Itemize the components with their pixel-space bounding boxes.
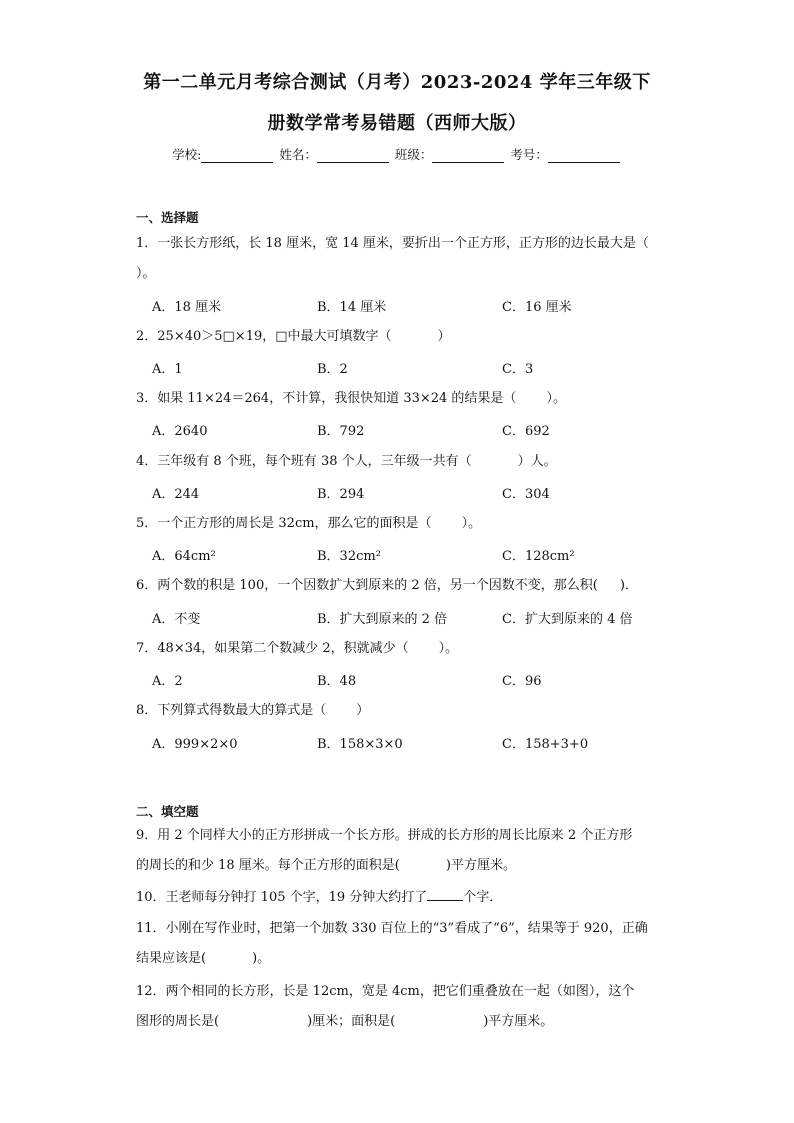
question-12-text: 图形的周长是( [136, 1014, 220, 1029]
option-c[interactable]: C．158+3+0 [502, 737, 589, 752]
question-8 [136, 696, 666, 726]
question-12-line-2 [136, 1007, 666, 1037]
option-b[interactable]: B．294 [317, 487, 365, 502]
question-3-text-end: ）。 [546, 391, 566, 406]
question-7 [136, 634, 666, 664]
question-9-text-end: )平方厘米。 [445, 858, 516, 873]
question-4 [136, 447, 666, 477]
question-2-text: 2．25×40＞5□×19，□中最大可填数字（ [136, 329, 392, 344]
option-c[interactable]: C．3 [502, 362, 534, 377]
question-8-text-end: ） [356, 703, 370, 718]
school-blank[interactable] [201, 148, 273, 163]
section-fill-heading: 二、填空题 [136, 804, 199, 819]
option-b[interactable]: B．792 [317, 424, 365, 439]
question-4-text-end: ）人。 [517, 454, 557, 469]
option-c[interactable]: C．16 厘米 [502, 300, 572, 315]
question-5-text-end: ）。 [461, 516, 482, 531]
question-4-text: 4．三年级有 8 个班，每个班有 38 个人，三年级一共有（ [136, 454, 472, 469]
question-5-text: 5．一个正方形的周长是 32cm，那么它的面积是（ [136, 516, 432, 531]
question-11-text: 结果应该是( [136, 951, 207, 966]
question-7-options [152, 670, 672, 690]
question-2-options [152, 358, 672, 378]
question-11-line-1: 11．小刚在写作业时，把第一个加数 330 百位上的“3”看成了“6”，结果等于 920，正确 [136, 921, 648, 936]
section-choice-heading: 一、选择题 [136, 210, 199, 225]
class-blank[interactable] [432, 148, 504, 163]
question-1-options [152, 296, 672, 316]
question-5-options [152, 545, 672, 565]
question-1 [136, 229, 666, 289]
option-b[interactable]: B．32cm² [317, 549, 381, 564]
option-b[interactable]: B．158×3×0 [317, 737, 403, 752]
question-7-text-end: ）。 [438, 641, 459, 656]
question-12-text-mid: )厘米；面积是( [307, 1014, 396, 1029]
question-6-options [152, 608, 672, 628]
option-c[interactable]: C．304 [502, 487, 550, 502]
question-11 [136, 914, 666, 974]
question-10 [136, 883, 666, 913]
page-title-line-2: 册数学常考易错题（西师大版） [267, 113, 527, 134]
question-2 [136, 322, 666, 352]
option-c[interactable]: C．扩大到原来的 4 倍 [502, 612, 633, 627]
option-b[interactable]: B．48 [317, 674, 357, 689]
question-8-text: 8．下列算式得数最大的算式是（ [136, 703, 327, 718]
option-a[interactable]: A．1 [152, 362, 183, 377]
exam-number-blank[interactable] [548, 148, 620, 163]
name-label: 姓名： [279, 147, 317, 162]
option-a[interactable]: A．2 [152, 674, 183, 689]
answer-blank[interactable] [427, 888, 463, 901]
question-12-text-end: )平方厘米。 [483, 1014, 554, 1029]
question-10-text: 10．王老师每分钟打 105 个字，19 分钟大约打了 [136, 890, 428, 905]
exam-number-label: 考号： [510, 147, 548, 162]
option-a[interactable]: A．18 厘米 [152, 300, 222, 315]
option-b[interactable]: B．2 [317, 362, 348, 377]
page-title-line-1: 第一二单元月考综合测试（月考）2023-2024 学年三年级下 [143, 72, 651, 93]
question-9-text: 的周长的和少 18 厘米。每个正方形的面积是( [136, 858, 400, 873]
option-c[interactable]: C．128cm² [502, 549, 575, 564]
option-b[interactable]: B．扩大到原来的 2 倍 [317, 612, 448, 627]
option-a[interactable]: A．244 [152, 487, 200, 502]
question-7-text: 7．48×34，如果第二个数减少 2，积就减少（ [136, 641, 409, 656]
question-1-line-1: 1．一张长方形纸，长 18 厘米，宽 14 厘米，要折出一个正方形，正方形的边长最大是（ [136, 236, 649, 251]
option-a[interactable]: A．不变 [152, 612, 201, 627]
question-5 [136, 509, 666, 539]
student-info-row [0, 145, 794, 163]
question-6-text: 6．两个数的积是 100，一个因数扩大到原来的 2 倍，另一个因数不变，那么积( [136, 578, 598, 593]
option-a[interactable]: A．64cm² [152, 549, 216, 564]
question-8-options [152, 733, 672, 753]
option-c[interactable]: C．692 [502, 424, 550, 439]
option-c[interactable]: C．96 [502, 674, 542, 689]
option-a[interactable]: A．2640 [152, 424, 208, 439]
question-12-line-1: 12．两个相同的长方形，长是 12cm，宽是 4cm，把它们重叠放在一起（如图），这个 [136, 984, 635, 999]
class-label: 班级： [394, 147, 433, 162]
question-3-options [152, 420, 672, 440]
question-11-line-2 [136, 944, 666, 974]
question-4-options [152, 483, 672, 503]
question-3 [136, 384, 666, 414]
question-10-text-end: 个字． [463, 890, 503, 905]
question-1-line-2: ）。 [136, 266, 156, 281]
question-3-text: 3．如果 11×24＝264，不计算，我很快知道 33×24 的结果是（ [136, 391, 517, 406]
question-12 [136, 977, 666, 1037]
option-a[interactable]: A．999×2×0 [152, 737, 238, 752]
question-6 [136, 571, 666, 601]
option-b[interactable]: B．14 厘米 [317, 300, 387, 315]
question-9-line-1: 9．用 2 个同样大小的正方形拼成一个长方形。拼成的长方形的周长比原来 2 个正方形 [136, 828, 633, 843]
question-6-text-end: )． [619, 578, 638, 593]
question-9-line-2 [136, 851, 666, 881]
school-label: 学校: [172, 147, 202, 162]
question-11-text-end: )。 [252, 951, 271, 966]
question-2-text-end: ） [437, 329, 451, 344]
question-9 [136, 821, 666, 881]
name-blank[interactable] [317, 148, 389, 163]
